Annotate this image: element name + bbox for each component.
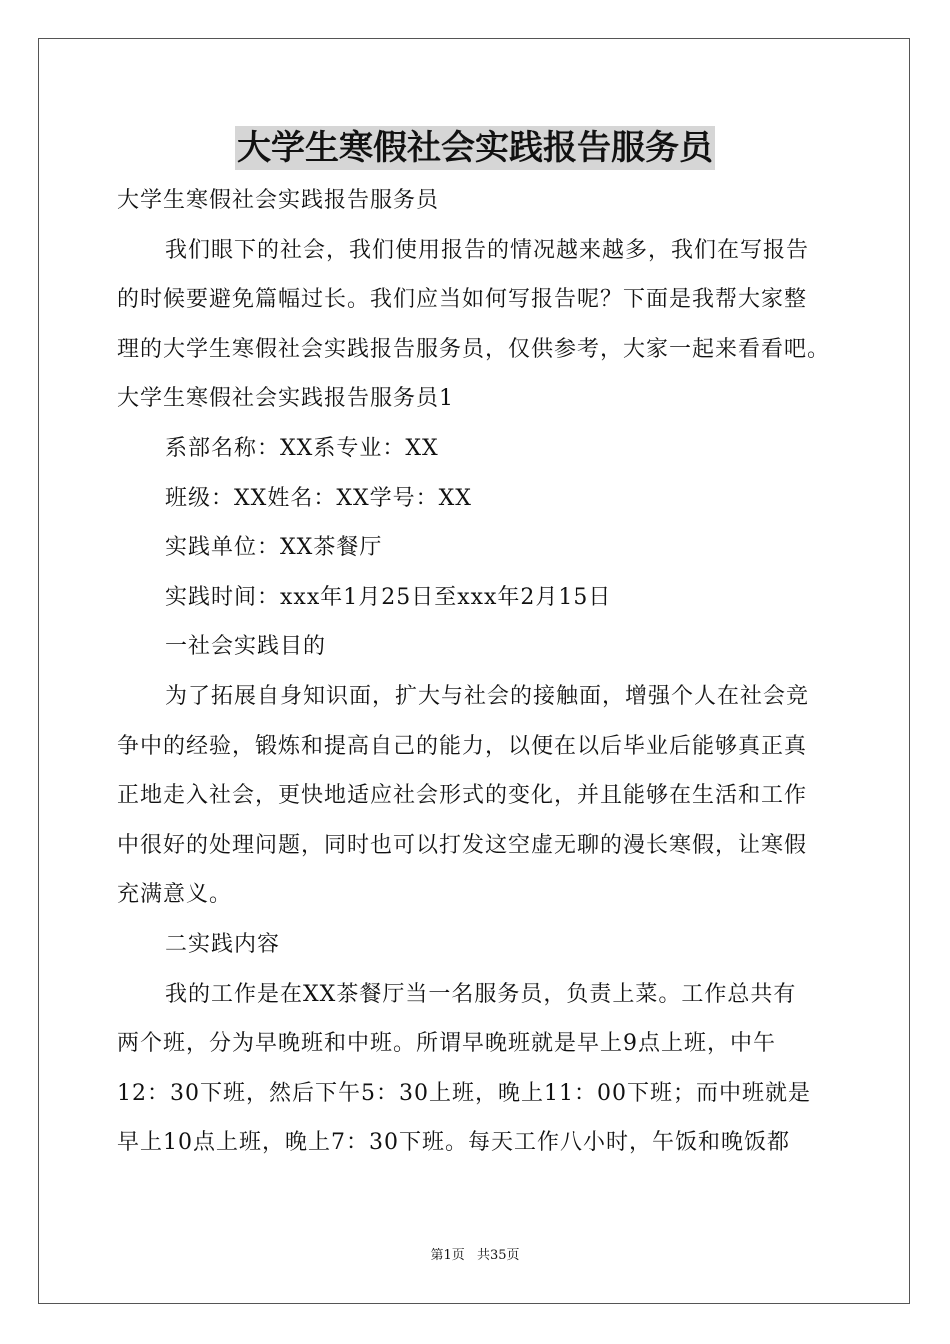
text-line: 大学生寒假社会实践报告服务员: [117, 188, 440, 213]
document-body: [117, 176, 837, 1168]
text-line: 实践单位：XX茶餐厅: [165, 535, 383, 561]
text-line: 二实践内容: [165, 931, 281, 957]
title-area: [0, 126, 950, 170]
text-line: 正地走入社会，更快地适应社会形式的变化，并且能够在生活和工作: [117, 783, 808, 809]
text-line: 大学生寒假社会实践报告服务员1: [117, 386, 454, 412]
text-line: 两个班，分为早晚班和中班。所谓早晚班就是早上9点上班，中午: [117, 1031, 776, 1057]
document-title: 大学生寒假社会实践报告服务员: [237, 128, 713, 168]
text-line: 班级：XX姓名：XX学号：XX: [165, 485, 472, 511]
text-line: 争中的经验，锻炼和提高自己的能力，以便在以后毕业后能够真正真: [117, 733, 808, 759]
text-line: 我们眼下的社会，我们使用报告的情况越来越多，我们在写报告: [165, 237, 810, 263]
text-line: 一社会实践目的: [165, 634, 327, 660]
text-line: 理的大学生寒假社会实践报告服务员，仅供参考，大家一起来看看吧。: [117, 336, 831, 362]
page-footer: [0, 1246, 950, 1266]
text-line: 充满意义。: [117, 882, 233, 908]
text-line: 为了拓展自身知识面，扩大与社会的接触面，增强个人在社会竞: [165, 683, 810, 709]
page-number: 第1页: [430, 1248, 465, 1263]
text-line: 实践时间：xxx年1月25日至xxx年2月15日: [165, 584, 612, 610]
text-line: 早上10点上班，晚上7：30下班。每天工作八小时，午饭和晚饭都: [117, 1130, 790, 1156]
text-line: 12：30下班，然后下午5：30上班，晚上11：00下班；而中班就是: [117, 1080, 811, 1106]
page-total: 共35页: [476, 1248, 520, 1263]
text-line: 系部名称：XX系专业：XX: [165, 435, 439, 461]
text-line: 的时候要避免篇幅过长。我们应当如何写报告呢？下面是我帮大家整: [117, 287, 808, 313]
text-line: 中很好的处理问题，同时也可以打发这空虚无聊的漫长寒假，让寒假: [117, 832, 808, 858]
text-line: 我的工作是在XX茶餐厅当一名服务员，负责上菜。工作总共有: [165, 981, 797, 1007]
